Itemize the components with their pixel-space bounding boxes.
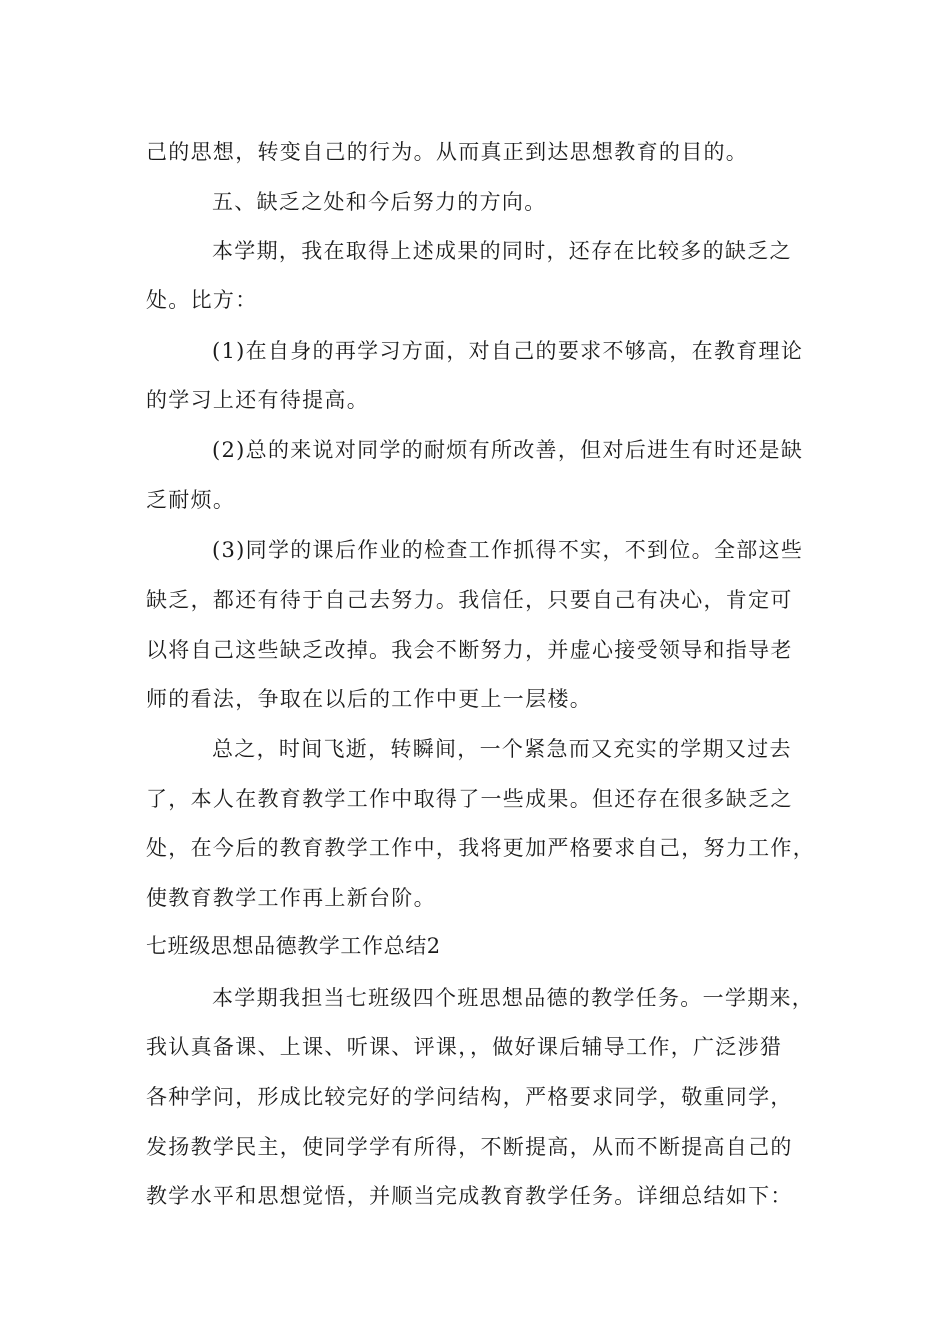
text-line: 乏耐烦。: [146, 488, 236, 512]
text-line: (3)同学的课后作业的检查工作抓得不实，不到位。全部这些: [212, 538, 804, 562]
text-line: 以将自己这些缺乏改掉。我会不断努力，并虚心接受领导和指导老: [146, 638, 793, 662]
text-line: (2)总的来说对同学的耐烦有所改善，但对后进生有时还是缺: [212, 438, 804, 462]
text-line: 教学水平和思想觉悟，并顺当完成教育教学任务。详细总结如下：: [146, 1184, 793, 1208]
text-line: 缺乏，都还有待于自己去努力。我信任，只要自己有决心，肯定可: [146, 588, 793, 612]
document-title: 七班级思想品德教学工作总结2: [146, 934, 441, 958]
text-line: 处，在今后的教育教学工作中，我将更加严格要求自己，努力工作，: [146, 836, 815, 860]
text-line: 使教育教学工作再上新台阶。: [146, 886, 436, 910]
text-line: 总之，时间飞逝，转瞬间，一个紧急而又充实的学期又过去: [212, 737, 792, 761]
text-line: 处。比方：: [146, 288, 258, 312]
text-line: 师的看法，争取在以后的工作中更上一层楼。: [146, 687, 592, 711]
text-line: 的学习上还有待提高。: [146, 388, 369, 412]
text-line: 己的思想，转变自己的行为。从而真正到达思想教育的目的。: [146, 140, 749, 164]
text-line: 本学期我担当七班级四个班思想品德的教学任务。一学期来，: [212, 986, 815, 1010]
text-line: 各种学问，形成比较完好的学问结构，严格要求同学，敬重同学，: [146, 1085, 793, 1109]
text-line: (1)在自身的再学习方面，对自己的要求不够高，在教育理论: [212, 339, 804, 363]
text-line: 我认真备课、上课、听课、评课，，做好课后辅导工作，广泛涉猎: [146, 1035, 783, 1059]
text-line: 本学期，我在取得上述成果的同时，还存在比较多的缺乏之: [212, 239, 792, 263]
section-heading: 五、缺乏之处和今后努力的方向。: [212, 190, 547, 214]
text-line: 了，本人在教育教学工作中取得了一些成果。但还存在很多缺乏之: [146, 787, 793, 811]
text-line: 发扬教学民主，使同学学有所得，不断提高，从而不断提高自己的: [146, 1135, 793, 1159]
